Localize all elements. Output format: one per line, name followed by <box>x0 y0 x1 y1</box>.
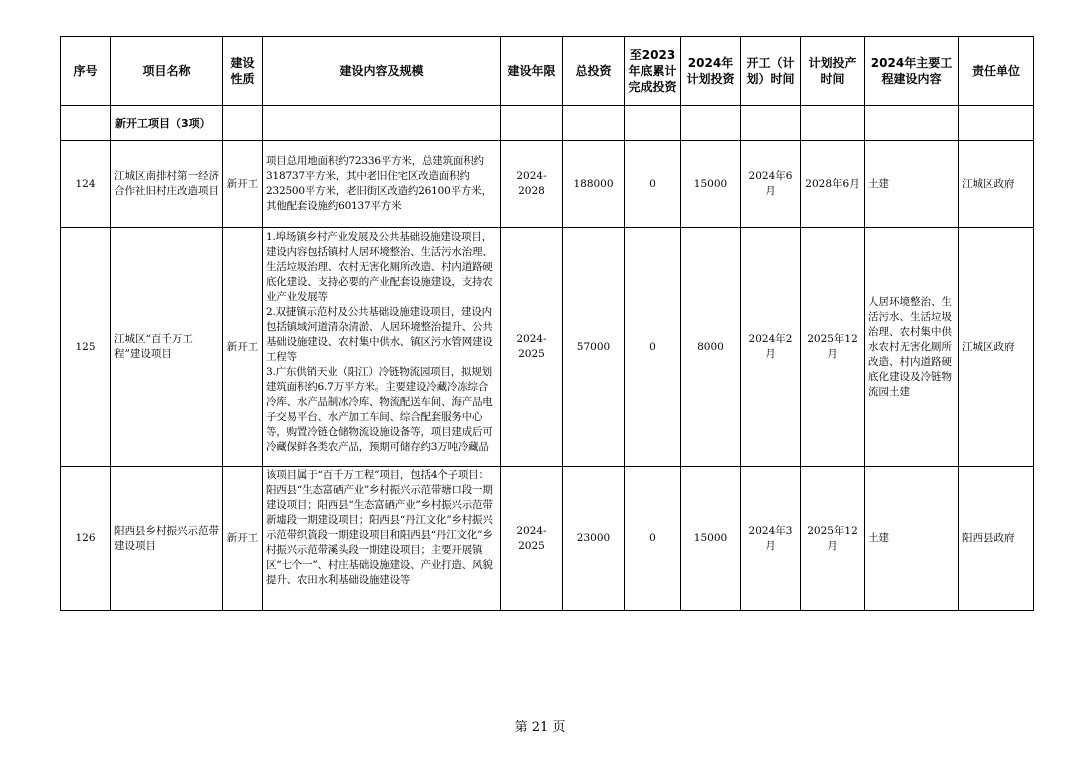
header-main2024: 2024年主要工程建设内容 <box>865 37 959 106</box>
header-seq: 序号 <box>61 37 111 106</box>
cell-plan2024: 15000 <box>681 141 741 228</box>
cell-start: 2024年6月 <box>741 141 801 228</box>
cell-name: 江城区南排村第一经济合作社旧村庄改造项目 <box>111 141 223 228</box>
cell-seq: 125 <box>61 228 111 467</box>
cell-nature: 新开工 <box>223 141 263 228</box>
header-row <box>61 37 1034 106</box>
header-nature: 建设性质 <box>223 37 263 106</box>
header-name: 项目名称 <box>111 37 223 106</box>
table-row <box>61 467 1034 611</box>
cell-period: 2024-2025 <box>501 467 563 611</box>
cell-period: 2024-2028 <box>501 141 563 228</box>
section-label: 新开工项目（3项） <box>111 106 223 141</box>
table-row <box>61 141 1034 228</box>
cell-production: 2025年12月 <box>801 467 865 611</box>
header-content: 建设内容及规模 <box>263 37 501 106</box>
cell-cumulative: 0 <box>625 467 681 611</box>
cell-main2024: 人居环境整治、生活污水、生活垃圾治理、农村集中供水农村无害化厕所改造、村内道路硬底化建设及冷链物流园土建 <box>865 228 959 467</box>
cell-name: 阳西县乡村振兴示范带建设项目 <box>111 467 223 611</box>
cell-unit: 江城区政府 <box>959 141 1034 228</box>
cell-nature: 新开工 <box>223 467 263 611</box>
cell-period: 2024-2025 <box>501 228 563 467</box>
cell-main2024: 土建 <box>865 467 959 611</box>
project-table <box>60 36 1034 611</box>
cell-content: 项目总用地面积约72336平方米，总建筑面积约318737平方米，其中老旧住宅区改造面积约232500平方米，老旧街区改造约26100平方米，其他配套设施约60137平方米 <box>263 141 501 228</box>
cell-cumulative: 0 <box>625 228 681 467</box>
cell-name: 江城区“百千万工程”建设项目 <box>111 228 223 467</box>
cell-production: 2025年12月 <box>801 228 865 467</box>
section-row <box>61 106 1034 141</box>
cell-seq: 124 <box>61 141 111 228</box>
cell-total: 23000 <box>563 467 625 611</box>
cell-plan2024: 8000 <box>681 228 741 467</box>
cell-content: 1.埠场镇乡村产业发展及公共基础设施建设项目，建设内容包括镇村人居环境整治、生活污水治理、生活垃圾治理、农村无害化厕所改造、村内道路硬底化建设、支持必要的产业配套设施建设，支持农业产业发展等 2.双捷镇示范村及公共基础设施建设项目，建设内包括镇域河道清杂清淤、人居环境整治提升、公共基础设施建设、农村集中供水、镇区污水管网建设工程等 3.广东供销天业（阳江）冷链物流园项目，拟规划建筑面积约6.7万平方米。主要建设冷藏冷冻综合冷库、水产品制冰冷库、物流配送车间、海产品电子交易平台、水产加工车间、综合配套服务中心等，购置冷链仓储物流设施设备等，项目建成后可冷藏保鲜各类农产品，预期可储存约3万吨冷藏品 <box>263 228 501 467</box>
cell-seq: 126 <box>61 467 111 611</box>
cell-unit: 江城区政府 <box>959 228 1034 467</box>
cell-total: 188000 <box>563 141 625 228</box>
cell-total: 57000 <box>563 228 625 467</box>
header-total: 总投资 <box>563 37 625 106</box>
cell-content: 该项目属于“百千万工程”项目，包括4个子项目：阳西县“生态富硒产业”乡村振兴示范带塘口段一期建设项目；阳西县“生态富硒产业”乡村振兴示范带新墟段一期建设项目；阳西县“丹江文化”乡村振兴示范带织篢段一期建设项目和阳西县“丹江文化”乡村振兴示范带溪头段一期建设项目；主要开展镇区“七个一”、村庄基础设施建设、产业打造、风貌提升、农田水利基础设施建设等 <box>263 467 501 611</box>
table-row <box>61 228 1034 467</box>
cell-start: 2024年3月 <box>741 467 801 611</box>
cell-production: 2028年6月 <box>801 141 865 228</box>
header-production: 计划投产时间 <box>801 37 865 106</box>
cell-main2024: 土建 <box>865 141 959 228</box>
header-unit: 责任单位 <box>959 37 1034 106</box>
cell-plan2024: 15000 <box>681 467 741 611</box>
page-number: 第 21 页 <box>514 720 566 735</box>
header-period: 建设年限 <box>501 37 563 106</box>
cell-unit: 阳西县政府 <box>959 467 1034 611</box>
cell-start: 2024年2月 <box>741 228 801 467</box>
header-start: 开工（计划）时间 <box>741 37 801 106</box>
cell-nature: 新开工 <box>223 228 263 467</box>
header-cumulative: 至2023年底累计完成投资 <box>625 37 681 106</box>
header-plan2024: 2024年计划投资 <box>681 37 741 106</box>
cell-cumulative: 0 <box>625 141 681 228</box>
